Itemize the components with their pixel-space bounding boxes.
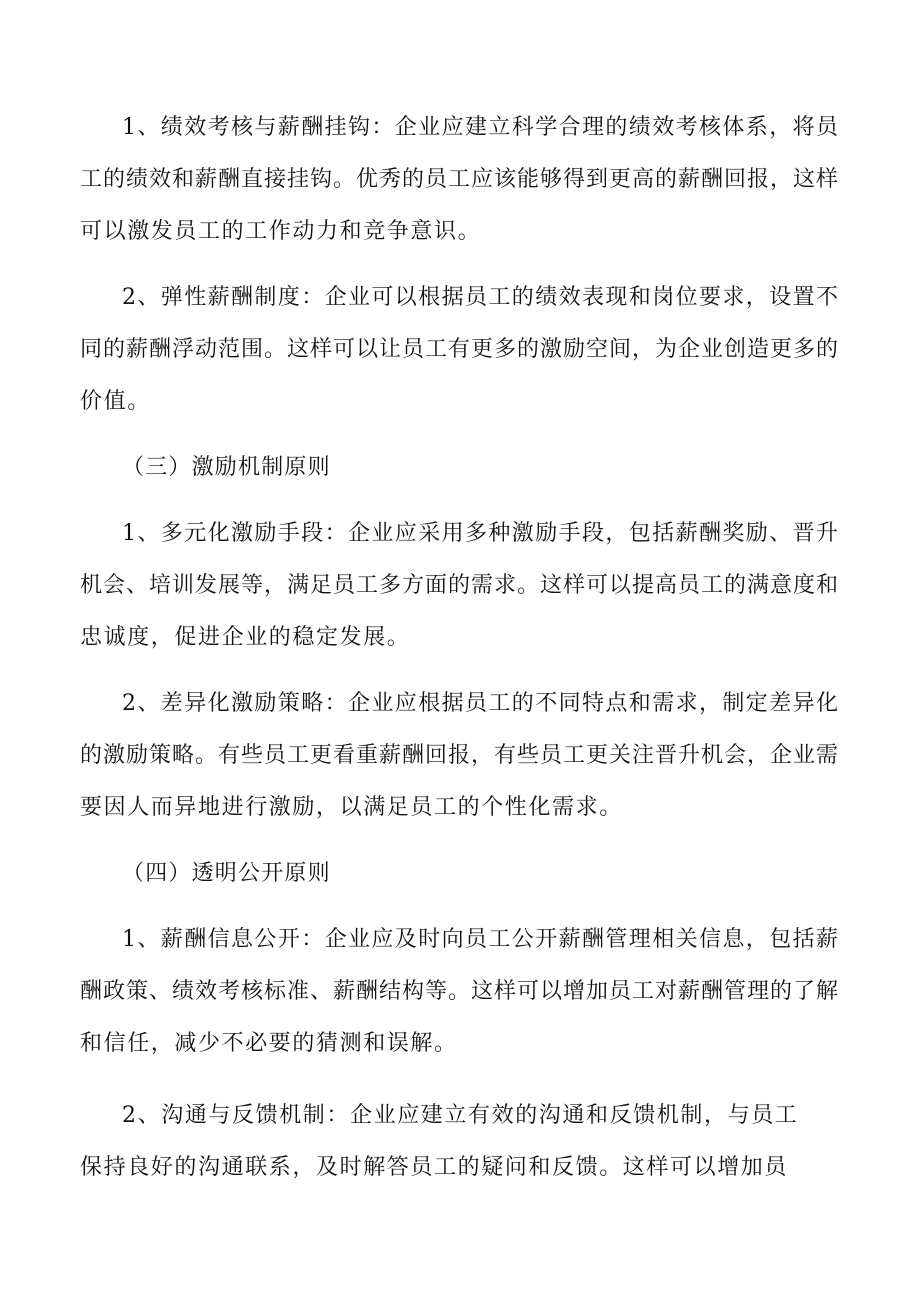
paragraph-5-line-2: 的激励策略。有些员工更看重薪酬回报，有些员工更关注晋升机会，企业需	[80, 743, 840, 768]
paragraph-8-line-1: 2、沟通与反馈机制：企业应建立有效的沟通和反馈机制，与员工	[122, 1103, 799, 1128]
paragraph-7-line-1: 1、薪酬信息公开：企业应及时向员工公开薪酬管理相关信息，包括薪	[122, 927, 840, 952]
paragraph-5-line-3: 要因人而异地进行激励，以满足员工的个性化需求。	[80, 795, 623, 820]
paragraph-2-line-1: 2、弹性薪酬制度：企业可以根据员工的绩效表现和岗位要求，设置不	[122, 285, 840, 310]
paragraph-8-line-2: 保持良好的沟通联系，及时解答员工的疑问和反馈。这样可以增加员	[80, 1155, 789, 1180]
paragraph-1-line-2: 工的绩效和薪酬直接挂钩。优秀的员工应该能够得到更高的薪酬回报，这样	[80, 167, 840, 192]
paragraph-4-line-3: 忠诚度，促进企业的稳定发展。	[80, 625, 411, 650]
section-heading-3: （三）激励机制原则	[122, 455, 331, 480]
paragraph-2-line-3: 价值。	[80, 389, 151, 414]
paragraph-2-line-2: 同的薪酬浮动范围。这样可以让员工有更多的激励空间，为企业创造更多的	[80, 337, 840, 362]
paragraph-4-line-1: 1、多元化激励手段：企业应采用多种激励手段，包括薪酬奖励、晋升	[122, 521, 840, 546]
paragraph-1-line-3: 可以激发员工的工作动力和竞争意识。	[80, 219, 482, 244]
paragraph-4-line-2: 机会、培训发展等，满足员工多方面的需求。这样可以提高员工的满意度和	[80, 573, 840, 598]
section-heading-4: （四）透明公开原则	[122, 861, 331, 886]
paragraph-1-line-1: 1、绩效考核与薪酬挂钩：企业应建立科学合理的绩效考核体系，将员	[122, 115, 840, 140]
paragraph-7-line-2: 酬政策、绩效考核标准、薪酬结构等。这样可以增加员工对薪酬管理的了解	[80, 979, 840, 1004]
paragraph-7-line-3: 和信任，减少不必要的猜测和误解。	[80, 1031, 458, 1056]
paragraph-5-line-1: 2、差异化激励策略：企业应根据员工的不同特点和需求，制定差异化	[122, 691, 840, 716]
